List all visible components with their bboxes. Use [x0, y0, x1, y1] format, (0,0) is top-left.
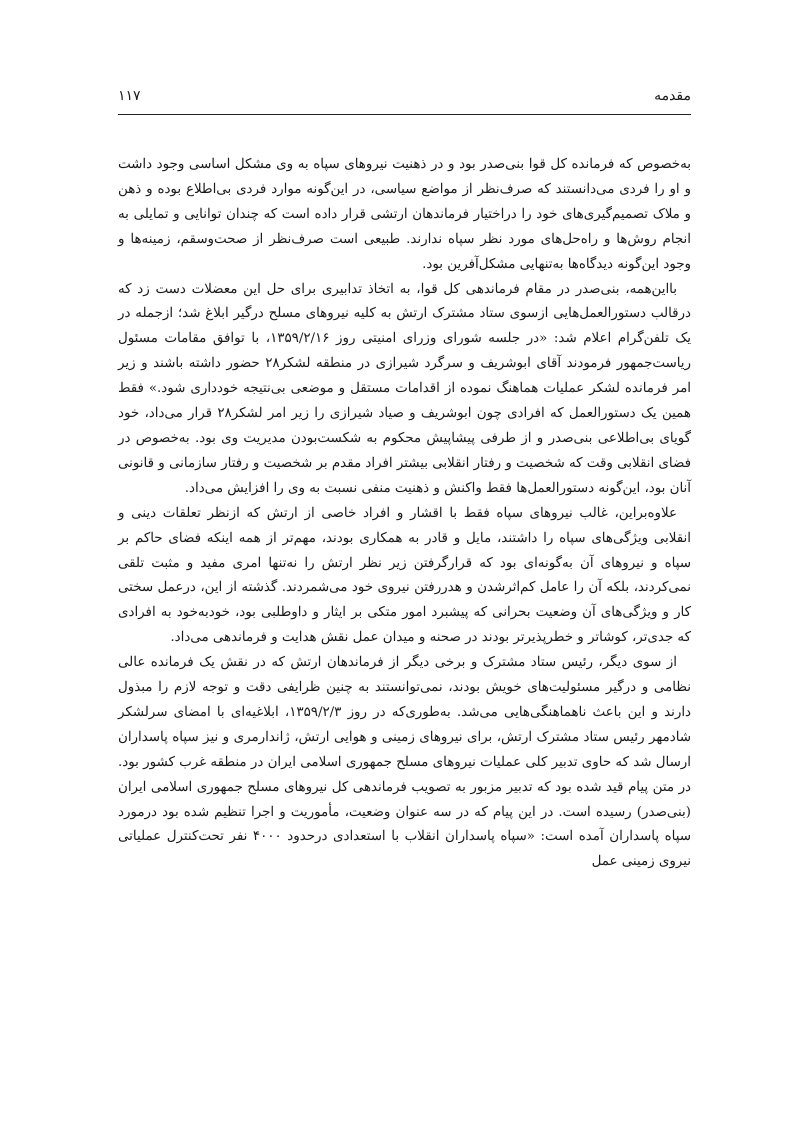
paragraph: علاوه‌براین، غالب نیروهای سپاه فقط با اقشار و افراد خاصی از ارتش که ازنظر تعلقات دینی و انقلابی ویژگی‌های سپاه را داشتند، مایل و قادر به همکاری بودند، مهم‌تر از همه اینکه فضای حاکم بر سپاه و نیروهای آن به‌گونه‌ای بود که قرارگرفتن زیر نظر ارتش را نه‌تنها امری مفید و مثبت تلقی نمی‌کردند، بلکه آن را عامل کم‌اثرشدن و هدررفتن نیروی خود می‌شمردند. گذشته از این، درعمل سختی کار و ویژگی‌های آن وضعیت بحرانی که پیشبرد امور متکی بر ایثار و داوطلبی بود، خودبه‌خود به افرادی که جدی‌تر، کوشاتر و خطرپذیرتر بودند در صحنه و میدان عمل نقش هدایت و فرماندهی می‌داد. — [118, 505, 691, 646]
page-body — [118, 153, 691, 875]
paragraph: به‌خصوص که فرمانده کل قوا بنی‌صدر بود و در ذهنیت نیروهای سپاه به وی مشکل اساسی وجود داشت و او را فردی می‌دانستند که صرف‌نظر از مواضع سیاسی، در این‌گونه موارد فردی بی‌اطلاع بوده و ذهن و ملاک تصمیم‌گیری‌های خود را دراختیار فرماندهان ارتشی قرار داده است که چندان توانایی و تمایلی به انجام روش‌ها و راه‌حل‌های مورد نظر سپاه ندارند. طبیعی است صرف‌نظر از صحت‌وسقم، زمینه‌ها و وجود این‌گونه دیدگاه‌ها به‌تنهایی مشکل‌آفرین بود. — [118, 157, 691, 272]
paragraph: بااین‌همه، بنی‌صدر در مقام فرماندهی کل قوا، به اتخاذ تدابیری برای حل این معضلات دست زد که درقالب دستورالعمل‌هایی ازسوی ستاد مشترک ارتش به کلیه نیروهای مسلح درگیر ابلاغ شد؛ ازجمله در یک تلفن‌گرام اعلام شد: «در جلسه شورای وزرای امنیتی روز ۱۳۵۹/۲/۱۶، با توافق مقامات مسئول ریاست‌جمهور فرمودند آقای ابوشریف و سرگرد شیرازی در منطقه لشکر۲۸ حضور داشته باشند و زیر امر فرمانده لشکر عملیات هماهنگ نموده از اقدامات مستقل و موضعی بی‌نتیجه خودداری شود.» فقط همین یک دستورالعمل که افرادی چون ابوشریف و صیاد شیرازی را زیر امر لشکر۲۸ قرار می‌داد، خود گویای بی‌اطلاعی بنی‌صدر و از طرفی پیشاپیش محکوم به شکست‌بودن مدیریت وی بود. به‌خصوص در فضای انقلابی وقت که شخصیت و رفتار انقلابی بیشتر افراد مقدم بر شخصیت و رفتار سازمانی و قانونی آنان بود، این‌گونه دستورالعمل‌ها فقط واکنش و ذهنیت منفی نسبت به وی را افزایش می‌داد. — [118, 281, 691, 496]
page-number: ۱۱۷ — [118, 88, 141, 104]
running-header — [118, 88, 691, 115]
chapter-title: مقدمه — [654, 88, 691, 104]
paragraph: از سوی دیگر، رئیس ستاد مشترک و برخی دیگر از فرماندهان ارتش که در نقش یک فرمانده عالی نظامی و درگیر مسئولیت‌های خویش بودند، نمی‌توانستند به چنین ظرایفی دقت و توجه لازم را مبذول دارند و این باعث ناهماهنگی‌هایی می‌شد. به‌طوری‌که در روز ۱۳۵۹/۲/۳، ابلاغیه‌ای با امضای سرلشکر شادمهر رئیس ستاد مشترک ارتش، برای نیروهای زمینی و هوایی ارتش، ژاندارمری و نیز سپاه پاسداران ارسال شد که حاوی تدبیر کلی عملیات نیروهای مسلح جمهوری اسلامی ایران در منطقه غرب کشور بود. در متن پیام قید شده بود که تدبیر مزبور به تصویب فرماندهی کل نیروهای مسلح جمهوری اسلامی ایران (بنی‌صدر) رسیده است. در این پیام که در سه عنوان وضعیت، مأموریت و اجرا تنظیم شده بود درمورد سپاه پاسداران آمده است: «سپاه پاسداران انقلاب با استعدادی درحدود ۴۰۰۰ نفر تحت‌کنترل عملیاتی نیروی زمینی عمل — [118, 655, 692, 870]
book-page — [118, 88, 691, 875]
